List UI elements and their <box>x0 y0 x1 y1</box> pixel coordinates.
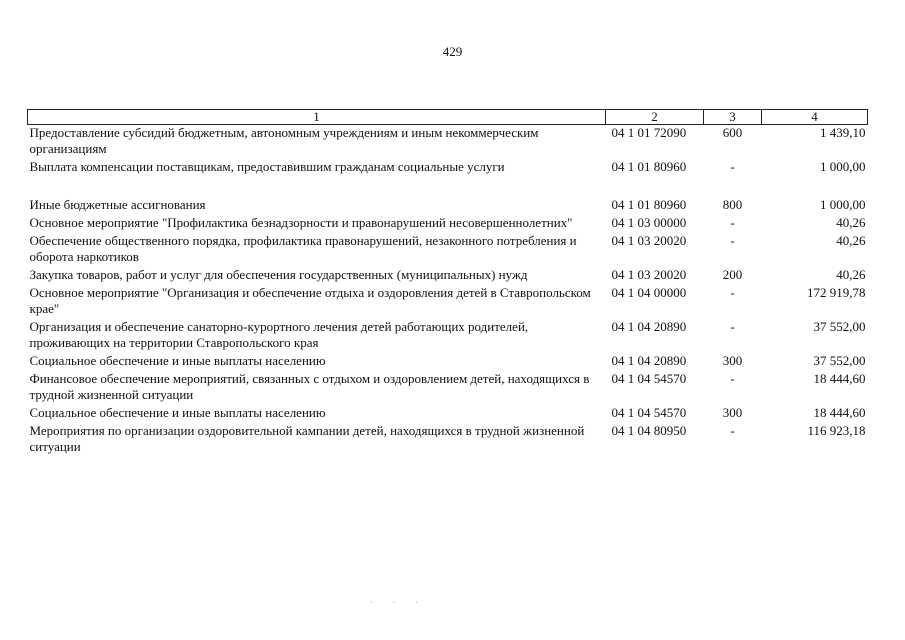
table-row <box>28 371 868 405</box>
row-amount: 40,26 <box>836 233 866 248</box>
table-row <box>28 197 868 215</box>
row-expense-type: 200 <box>722 267 743 282</box>
row-code: 04 1 03 00000 <box>611 215 687 230</box>
row-code: 04 1 04 00000 <box>611 285 687 300</box>
row-amount: 1 439,10 <box>820 125 866 140</box>
row-amount: 40,26 <box>836 267 866 282</box>
row-name: Обеспечение общественного порядка, профилактика правонарушений, незаконного потребления и оборота наркотиков <box>29 233 577 264</box>
row-name: Финансовое обеспечение мероприятий, связанных с отдыхом и оздоровлением детей, находящихся в трудной жизненной ситуации <box>29 371 590 402</box>
row-name: Социальное обеспечение и иные выплаты населению <box>29 353 326 368</box>
row-name: Предоставление субсидий бюджетным, автономным учреждениям и иным некоммерческим организациям <box>29 125 539 156</box>
table-row <box>28 233 868 267</box>
row-code: 04 1 01 80960 <box>611 159 687 174</box>
row-amount: 1 000,00 <box>820 159 866 174</box>
table-row <box>28 267 868 285</box>
table-row <box>28 319 868 353</box>
header-col-4: 4 <box>762 110 868 125</box>
table-row <box>28 285 868 319</box>
row-name: Основное мероприятие "Профилактика безнадзорности и правонарушений несовершеннолетних" <box>29 215 573 230</box>
row-expense-type: - <box>730 159 735 174</box>
table-row <box>28 423 868 457</box>
row-expense-type: - <box>730 215 735 230</box>
row-code: 04 1 04 20890 <box>611 319 687 334</box>
row-expense-type: - <box>730 371 735 386</box>
page-number: 429 <box>442 44 463 59</box>
table-row <box>28 353 868 371</box>
table-body <box>28 125 868 458</box>
row-name: Выплата компенсации поставщикам, предоставившим гражданам социальные услуги <box>29 159 505 174</box>
table-header <box>28 110 868 125</box>
header-col-1: 1 <box>28 110 606 125</box>
row-expense-type: 300 <box>722 405 743 420</box>
row-expense-type: 600 <box>722 125 743 140</box>
table-row <box>28 215 868 233</box>
row-expense-type: 800 <box>722 197 743 212</box>
row-amount: 172 919,78 <box>807 285 866 300</box>
header-row <box>28 110 868 125</box>
row-name: Закупка товаров, работ и услуг для обеспечения государственных (муниципальных) нужд <box>29 267 528 282</box>
row-amount: 18 444,60 <box>813 371 866 386</box>
row-code: 04 1 03 20020 <box>611 267 687 282</box>
row-code: 04 1 04 54570 <box>611 405 687 420</box>
row-code: 04 1 03 20020 <box>611 233 687 248</box>
row-code: 04 1 04 80950 <box>611 423 687 438</box>
row-expense-type: - <box>730 233 735 248</box>
row-expense-type: - <box>730 423 735 438</box>
budget-table <box>27 109 868 457</box>
row-code: 04 1 04 54570 <box>611 371 687 386</box>
row-expense-type: - <box>730 319 735 334</box>
row-expense-type: - <box>730 285 735 300</box>
row-amount: 18 444,60 <box>813 405 866 420</box>
row-amount: 40,26 <box>836 215 866 230</box>
row-code: 04 1 01 72090 <box>611 125 687 140</box>
row-name: Социальное обеспечение и иные выплаты населению <box>29 405 326 420</box>
header-col-3: 3 <box>704 110 762 125</box>
row-amount: 1 000,00 <box>820 197 866 212</box>
row-amount: 37 552,00 <box>813 353 866 368</box>
row-name: Иные бюджетные ассигнования <box>29 197 206 212</box>
header-col-2: 2 <box>606 110 704 125</box>
row-amount: 116 923,18 <box>807 423 866 438</box>
row-code: 04 1 01 80960 <box>611 197 687 212</box>
row-name: Мероприятия по организации оздоровительной кампании детей, находящихся в трудной жизненной ситуации <box>29 423 585 454</box>
row-expense-type: 300 <box>722 353 743 368</box>
row-code: 04 1 04 20890 <box>611 353 687 368</box>
row-name: Организация и обеспечение санаторно-курортного лечения детей работающих родителей, проживающих на территории Ставропольского края <box>29 319 529 350</box>
table-row <box>28 405 868 423</box>
row-name: Основное мероприятие "Организация и обеспечение отдыха и оздоровления детей в Ставропольском крае" <box>29 285 591 316</box>
table-row <box>28 159 868 197</box>
table-row <box>28 125 868 160</box>
row-amount: 37 552,00 <box>813 319 866 334</box>
scan-specks-decoration: · · · <box>370 598 427 607</box>
